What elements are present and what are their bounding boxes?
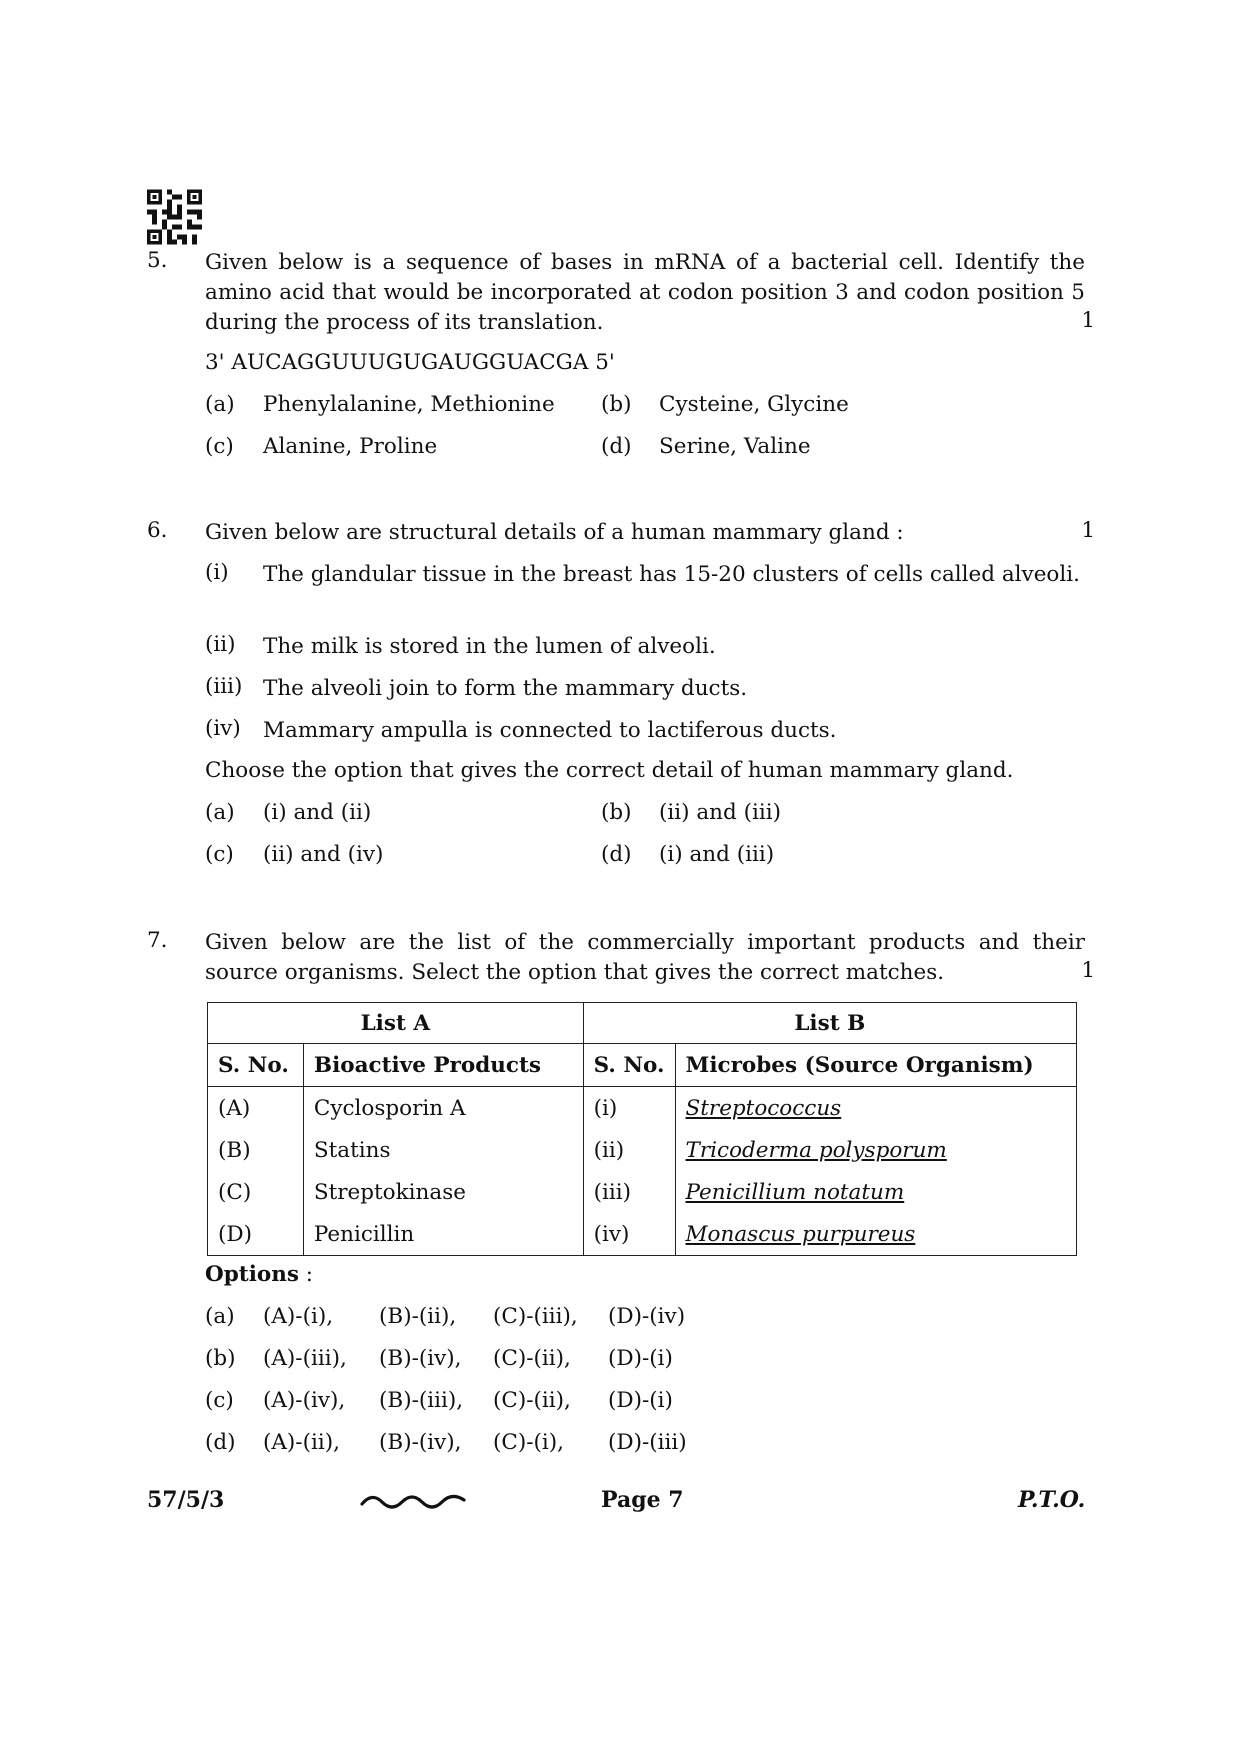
table-row	[208, 1213, 1077, 1256]
option-d: (d) (i) and (iii)	[601, 842, 775, 867]
list-a-header: List A	[208, 1003, 584, 1044]
option-d: (d) Serine, Valine	[601, 434, 811, 459]
table-cell: Penicillium notatum	[675, 1171, 1076, 1213]
question-number: 7.	[147, 928, 168, 953]
please-turn-over: P.T.O.	[1018, 1487, 1086, 1513]
option-a: (a) Phenylalanine, Methionine	[205, 392, 555, 417]
question-marks: 1	[1081, 308, 1095, 333]
option-c: (c) (ii) and (iv)	[205, 842, 384, 867]
option-c: (c) Alanine, Proline	[205, 434, 438, 459]
question-marks: 1	[1081, 958, 1095, 983]
statement-text: The glandular tissue in the breast has 15-20 clusters of cells called alveoli.	[263, 562, 1080, 587]
table-cell: (i)	[583, 1087, 675, 1130]
table-cell: Statins	[303, 1129, 583, 1171]
table-column-headers	[208, 1044, 1077, 1087]
question-marks: 1	[1081, 518, 1095, 543]
question-text: Given below are structural details of a human mammary gland :	[205, 520, 904, 545]
table-cell: Monascus purpureus	[675, 1213, 1076, 1256]
column-header: S. No.	[208, 1044, 304, 1087]
question-instruction: Choose the option that gives the correct detail of human mammary gland.	[205, 758, 1014, 783]
statement-label: (i)	[205, 560, 229, 585]
table-header-row	[208, 1003, 1077, 1044]
paper-code: 57/5/3	[147, 1487, 225, 1513]
list-b-header: List B	[583, 1003, 1076, 1044]
column-header: Microbes (Source Organism)	[675, 1044, 1076, 1087]
column-header: S. No.	[583, 1044, 675, 1087]
table-cell: (D)	[208, 1213, 304, 1256]
table-cell: (ii)	[583, 1129, 675, 1171]
question-number: 5.	[147, 248, 168, 273]
table-cell: Streptococcus	[675, 1087, 1076, 1130]
question-number: 6.	[147, 518, 168, 543]
statement-text: Mammary ampulla is connected to lactiferous ducts.	[263, 718, 837, 743]
table-cell: (C)	[208, 1171, 304, 1213]
column-header: Bioactive Products	[303, 1044, 583, 1087]
table-cell: Streptokinase	[303, 1171, 583, 1213]
option-a: (a) (i) and (ii)	[205, 800, 372, 825]
option-b: (b) (ii) and (iii)	[601, 800, 782, 825]
wave-ornament-icon	[360, 1490, 470, 1512]
mrna-sequence: 3' AUCAGGUUUGUGAUGGUACGA 5'	[205, 350, 615, 375]
match-table	[207, 1002, 1077, 1256]
options-heading: Options :	[205, 1262, 314, 1287]
table-row	[208, 1171, 1077, 1213]
question-text: Given below are the list of the commercially important products and their source organisms. Select the option that gives the correct matches.	[205, 930, 1085, 985]
statement-label: (iii)	[205, 674, 243, 699]
question-7: 7. Given below are the list of the commercially important products and their source organisms. Select the option that gives the correct matches. 1 List A List B S. No. Bioactive Products S. No. Microbes (Source Organism) (A) Cyclosporin A (i) Streptococcus (B) Statins (ii) Tricoderma polysporum (C) Streptokinase (iii) Penicillium notatum (D) Penicillin (iv) Monascus purpureus Options : (a) (A)-(i), (B)-(ii), (C)-(iii), (D)-(iv) (b) (A)-(iii), (B)-(iv), (C)-(ii), (D)-(i) (c) (A)-(iv), (B)-(iii), (C)-(ii), (D)-(i) (d) (A)-(ii), (B)-(iv), (C)-(i), (D)-(iii)	[147, 928, 1095, 1455]
table-row	[208, 1087, 1077, 1130]
table-cell: (B)	[208, 1129, 304, 1171]
table-row	[208, 1129, 1077, 1171]
table-cell: Cyclosporin A	[303, 1087, 583, 1130]
page-number: Page 7	[601, 1487, 684, 1513]
statement-text: The milk is stored in the lumen of alveoli.	[263, 634, 716, 659]
statement-label: (ii)	[205, 632, 236, 657]
table-cell: Tricoderma polysporum	[675, 1129, 1076, 1171]
table-cell: (iii)	[583, 1171, 675, 1213]
table-cell: Penicillin	[303, 1213, 583, 1256]
table-cell: (A)	[208, 1087, 304, 1130]
statement-text: The alveoli join to form the mammary ducts.	[263, 676, 748, 701]
question-text: Given below is a sequence of bases in mRNA of a bacterial cell. Identify the amino acid that would be incorporated at codon position 3 and codon position 5 during the process of its translation.	[205, 250, 1085, 335]
option-b: (b) Cysteine, Glycine	[601, 392, 849, 417]
table-cell: (iv)	[583, 1213, 675, 1256]
statement-label: (iv)	[205, 716, 241, 741]
